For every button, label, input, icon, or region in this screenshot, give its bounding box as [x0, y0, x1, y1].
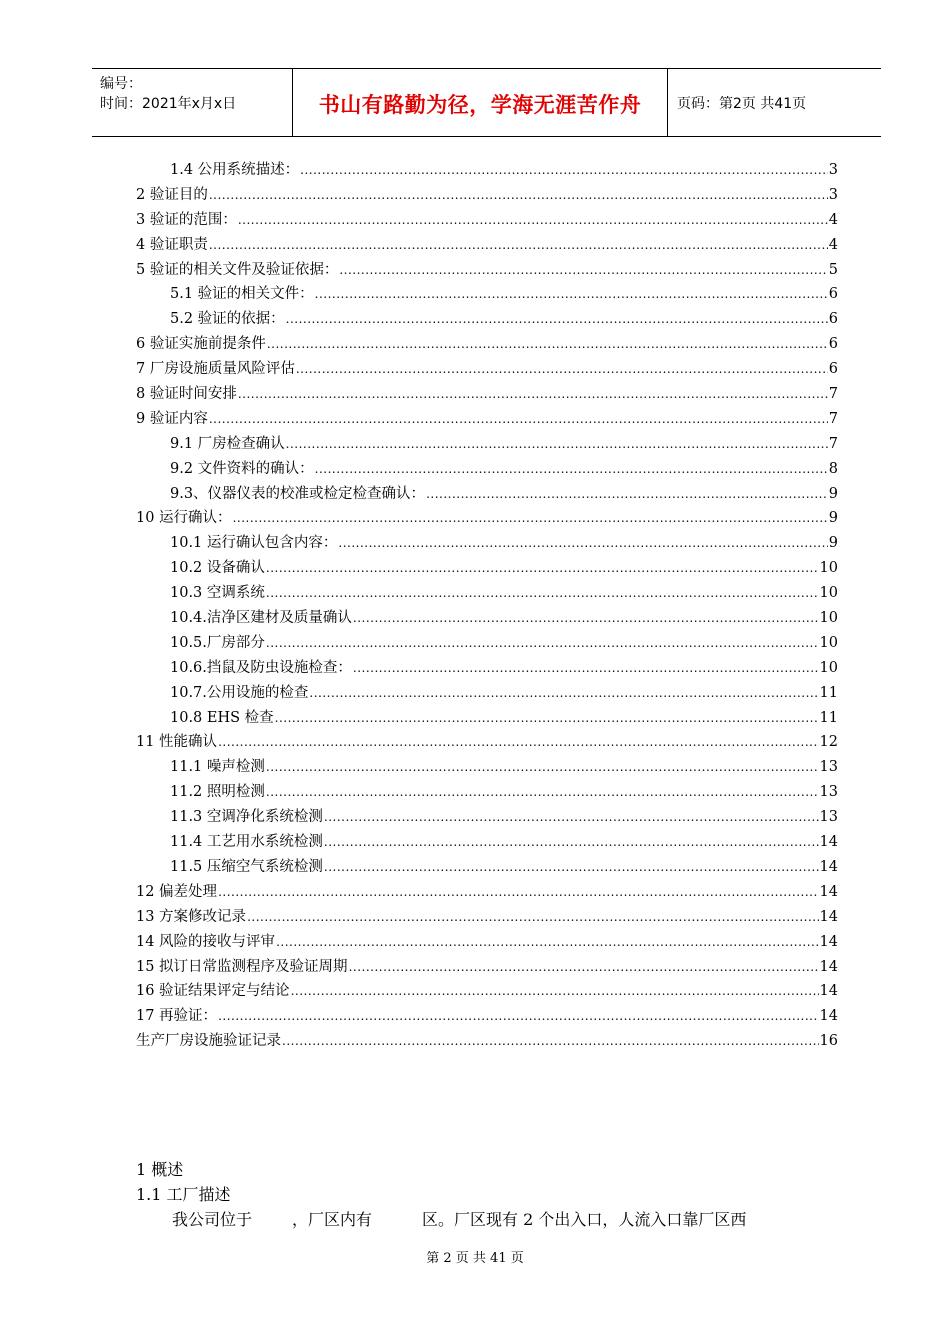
toc-entry-page-number: 8 [828, 460, 838, 477]
toc-entry-page-number: 10 [819, 560, 838, 577]
toc-entry-title: 11.2 照明检测 [170, 784, 265, 801]
toc-entry[interactable] [136, 656, 838, 681]
toc-leader-dots [353, 660, 819, 676]
toc-entry-page-number: 6 [828, 286, 838, 303]
toc-leader-dots [282, 1033, 819, 1049]
toc-leader-dots [339, 262, 827, 278]
toc-entry[interactable] [136, 830, 838, 855]
toc-entry[interactable] [136, 955, 838, 980]
toc-entry[interactable] [136, 307, 838, 332]
toc-entry[interactable] [136, 382, 838, 407]
toc-leader-dots [218, 734, 818, 750]
toc-entry-page-number: 14 [819, 908, 838, 925]
toc-entry-title: 生产厂房设施验证记录 [136, 1033, 281, 1050]
toc-leader-dots [286, 436, 828, 452]
toc-entry[interactable] [136, 755, 838, 780]
page-footer: 第 2 页 共 41 页 [426, 1251, 524, 1266]
table-of-contents [136, 158, 838, 1054]
toc-entry-page-number: 10 [819, 659, 838, 676]
toc-entry-page-number: 13 [819, 784, 838, 801]
toc-entry-page-number: 14 [819, 983, 838, 1000]
toc-entry-page-number: 9 [828, 510, 838, 527]
toc-entry[interactable] [136, 183, 838, 208]
document-time-label: 时间：2021年x月x日 [100, 96, 237, 112]
toc-entry-title: 9.3、仪器仪表的校准或检定检查确认： [170, 485, 426, 502]
toc-entry-title: 11 性能确认 [136, 734, 218, 751]
toc-leader-dots [238, 386, 828, 402]
toc-entry[interactable] [136, 457, 838, 482]
toc-leader-dots [324, 859, 819, 875]
paragraph-fragment-b: ，厂区内有 [292, 1210, 373, 1229]
toc-entry-page-number: 7 [828, 386, 838, 403]
toc-entry-title: 10.1 运行确认包含内容： [170, 535, 338, 552]
toc-entry[interactable] [136, 805, 838, 830]
toc-entry-title: 3 验证的范围： [136, 211, 237, 228]
toc-leader-dots [315, 286, 828, 302]
toc-entry[interactable] [136, 531, 838, 556]
toc-entry[interactable] [136, 258, 838, 283]
toc-entry-page-number: 6 [828, 361, 838, 378]
toc-entry[interactable] [136, 930, 838, 955]
toc-entry-title: 7 厂房设施质量风险评估 [136, 361, 295, 378]
toc-entry-title: 2 验证目的 [136, 186, 208, 203]
toc-leader-dots [209, 237, 828, 253]
toc-entry-page-number: 6 [828, 311, 838, 328]
section-heading-1: 1 概述 [136, 1160, 184, 1179]
toc-entry-title: 15 拟订日常监测程序及验证周期 [136, 958, 348, 975]
toc-entry-title: 10.7.公用设施的检查 [170, 684, 309, 701]
toc-entry[interactable] [136, 233, 838, 258]
toc-leader-dots [324, 809, 819, 825]
toc-entry[interactable] [136, 730, 838, 755]
toc-entry-page-number: 3 [828, 162, 838, 178]
body-paragraph [136, 1207, 841, 1230]
toc-leader-dots [286, 311, 828, 327]
toc-entry-title: 10 运行确认： [136, 510, 232, 527]
toc-leader-dots [315, 461, 828, 477]
toc-entry[interactable] [136, 1004, 838, 1029]
toc-entry-page-number: 3 [828, 186, 838, 203]
toc-leader-dots [209, 187, 828, 203]
toc-entry[interactable] [136, 407, 838, 432]
toc-leader-dots [291, 983, 819, 999]
toc-entry[interactable] [136, 780, 838, 805]
toc-entry-page-number: 14 [819, 933, 838, 950]
toc-leader-dots [233, 510, 828, 526]
header-motto: 书山有路勤为径，学海无涯苦作舟 [318, 93, 642, 117]
toc-entry-page-number: 4 [828, 236, 838, 253]
toc-leader-dots [309, 685, 818, 701]
toc-leader-dots [276, 934, 818, 950]
toc-leader-dots [300, 162, 828, 178]
toc-entry[interactable] [136, 282, 838, 307]
header-info-cell [92, 69, 292, 136]
toc-entry[interactable] [136, 979, 838, 1004]
toc-entry[interactable] [136, 158, 838, 183]
toc-entry-page-number: 12 [819, 734, 838, 751]
toc-entry-page-number: 4 [828, 211, 838, 228]
toc-entry-title: 9.2 文件资料的确认： [170, 460, 314, 477]
toc-leader-dots [218, 1008, 818, 1024]
toc-leader-dots [324, 834, 819, 850]
toc-entry-title: 9 验证内容 [136, 410, 208, 427]
toc-entry[interactable] [136, 482, 838, 507]
toc-leader-dots [296, 361, 828, 377]
toc-entry-page-number: 6 [828, 336, 838, 353]
toc-entry-page-number: 10 [819, 610, 838, 627]
toc-entry-page-number: 10 [819, 634, 838, 651]
toc-entry[interactable] [136, 855, 838, 880]
document-number-label: 编号： [100, 76, 142, 92]
toc-entry-page-number: 7 [828, 410, 838, 427]
toc-leader-dots [353, 610, 819, 626]
toc-entry[interactable] [136, 556, 838, 581]
header-motto-cell [292, 69, 668, 136]
toc-entry-title: 9.1 厂房检查确认 [170, 435, 285, 452]
toc-entry-page-number: 13 [819, 759, 838, 776]
toc-entry[interactable] [136, 432, 838, 457]
toc-entry-title: 10.2 设备确认 [170, 560, 265, 577]
toc-leader-dots [266, 635, 819, 651]
toc-entry-title: 13 方案修改记录 [136, 908, 247, 925]
toc-entry[interactable] [136, 905, 838, 930]
toc-leader-dots [266, 585, 819, 601]
toc-entry-title: 14 风险的接收与评审 [136, 933, 276, 950]
toc-entry-page-number: 10 [819, 585, 838, 602]
toc-leader-dots [266, 759, 819, 775]
toc-entry-title: 11.4 工艺用水系统检测 [170, 834, 323, 851]
toc-entry-title: 5 验证的相关文件及验证依据： [136, 261, 339, 278]
toc-entry-title: 8 验证时间安排 [136, 386, 237, 403]
toc-entry-title: 5.2 验证的依据： [170, 311, 285, 328]
toc-entry-title: 10.3 空调系统 [170, 585, 265, 602]
toc-entry-page-number: 7 [828, 435, 838, 452]
toc-entry[interactable] [136, 208, 838, 233]
toc-entry-page-number: 14 [819, 1008, 838, 1025]
toc-entry-page-number: 9 [828, 535, 838, 552]
toc-entry-title: 11.3 空调净化系统检测 [170, 809, 323, 826]
toc-entry-page-number: 11 [819, 709, 838, 726]
header-page-label: 页码：第2页 共41页 [677, 96, 807, 112]
toc-entry-title: 10.6.挡鼠及防虫设施检查： [170, 659, 352, 676]
toc-entry-page-number: 14 [819, 883, 838, 900]
toc-entry[interactable] [136, 332, 838, 357]
toc-entry[interactable] [136, 606, 838, 631]
toc-leader-dots [247, 909, 818, 925]
toc-entry-page-number: 9 [828, 485, 838, 502]
toc-entry-title: 17 再验证： [136, 1008, 218, 1025]
toc-entry-page-number: 5 [828, 261, 838, 278]
toc-entry-page-number: 14 [819, 958, 838, 975]
toc-leader-dots [266, 560, 819, 576]
toc-entry-page-number: 14 [819, 858, 838, 875]
toc-entry[interactable] [136, 706, 838, 731]
toc-entry[interactable] [136, 506, 838, 531]
toc-entry-title: 11.5 压缩空气系统检测 [170, 858, 323, 875]
toc-entry-page-number: 13 [819, 809, 838, 826]
toc-entry-title: 11.1 噪声检测 [170, 759, 265, 776]
toc-leader-dots [349, 959, 819, 975]
toc-entry-title: 1.4 公用系统描述： [170, 162, 300, 178]
toc-entry-title: 16 验证结果评定与结论 [136, 983, 290, 1000]
toc-leader-dots [266, 784, 819, 800]
toc-entry-title: 5.1 验证的相关文件： [170, 286, 314, 303]
toc-leader-dots [218, 884, 818, 900]
toc-entry[interactable] [136, 1029, 838, 1054]
toc-entry-title: 10.4.洁净区建材及质量确认 [170, 610, 352, 627]
toc-entry-title: 10.8 EHS 检查 [170, 709, 274, 726]
toc-entry[interactable] [136, 880, 838, 905]
toc-leader-dots [238, 212, 828, 228]
toc-entry-page-number: 14 [819, 834, 838, 851]
header-page-cell [667, 69, 881, 136]
paragraph-fragment-c: 区。厂区现有 2 个出入口，人流入口靠厂区西 [422, 1210, 747, 1229]
toc-entry-title: 10.5.厂房部分 [170, 634, 265, 651]
toc-entry-title: 6 验证实施前提条件 [136, 336, 266, 353]
toc-entry[interactable] [136, 681, 838, 706]
toc-entry-title: 12 偏差处理 [136, 883, 218, 900]
toc-entry[interactable] [136, 357, 838, 382]
section-heading-1-1: 1.1 工厂描述 [136, 1185, 231, 1204]
toc-entry-title: 4 验证职责 [136, 236, 208, 253]
toc-entry[interactable] [136, 631, 838, 656]
toc-entry-page-number: 11 [819, 684, 838, 701]
page-header [92, 68, 881, 137]
toc-entry-page-number: 16 [819, 1033, 838, 1050]
toc-leader-dots [275, 710, 819, 726]
toc-leader-dots [267, 336, 828, 352]
toc-leader-dots [426, 486, 828, 502]
toc-leader-dots [338, 535, 827, 551]
toc-leader-dots [209, 411, 828, 427]
toc-entry[interactable] [136, 581, 838, 606]
paragraph-fragment-a: 我公司位于 [172, 1210, 253, 1229]
